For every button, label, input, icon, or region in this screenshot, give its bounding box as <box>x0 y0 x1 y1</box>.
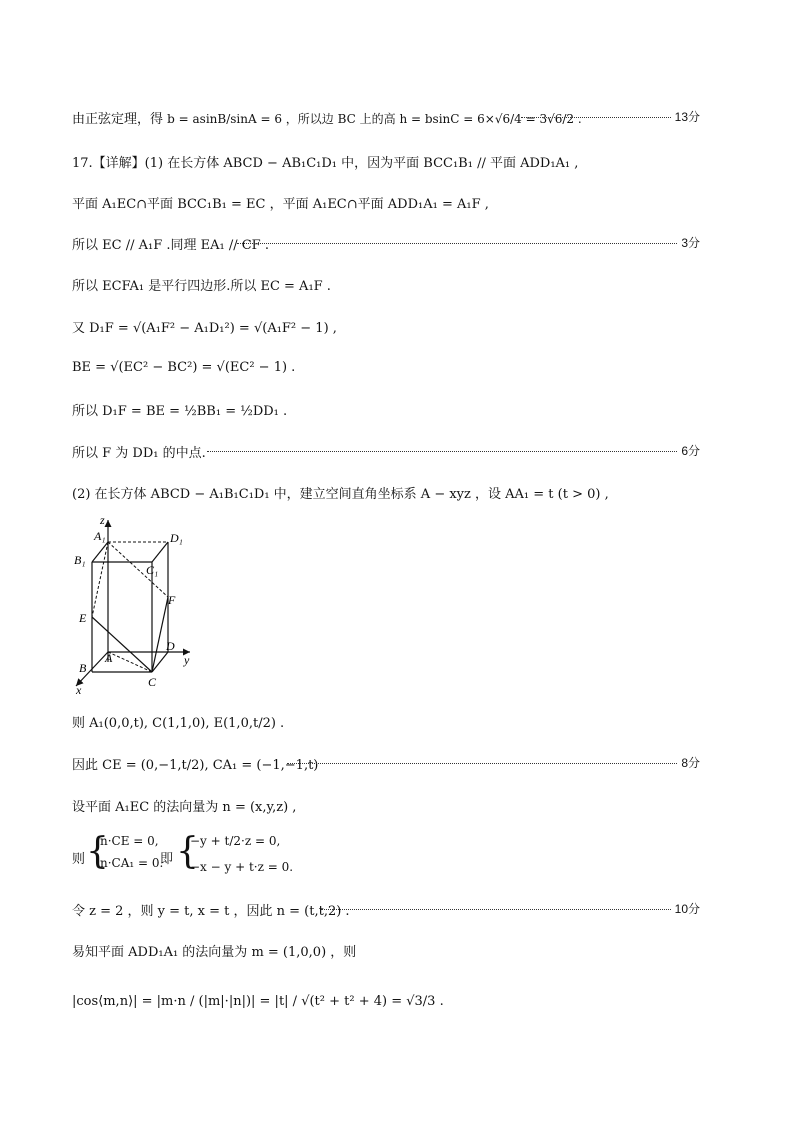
label-a1: A₁ <box>94 529 106 543</box>
label-ze: 则 <box>72 852 86 867</box>
line-midpoint: 所以 F 为 DD₁ 的中点. <box>72 446 206 461</box>
line-sine-law-formula: b = asinB/sinA = 6 ，所以边 BC 上的高 h = bsinC = 6×√6/4 = 3√6/2 . <box>167 112 582 126</box>
line-d1f-equals: 所以 D₁F = BE = ½BB₁ = ½DD₁ . <box>72 404 288 419</box>
label-ji: 即 <box>160 852 174 867</box>
eq-n-ca1: n·CA₁ = 0. <box>100 856 164 870</box>
line-parallelogram: 所以 ECFA₁ 是平行四边形.所以 EC = A₁F . <box>72 279 331 294</box>
eq-x: −x − y + t·z = 0. <box>190 860 294 874</box>
line-d1f: 又 D₁F = √(A₁F² − A₁D₁²) = √(A₁F² − 1) , <box>72 321 337 336</box>
axis-y-label: y <box>184 653 190 667</box>
line-part2: (2) 在长方体 ABCD − A₁B₁C₁D₁ 中，建立空间直角坐标系 A − xyz ，设 AA₁ = t (t > 0) , <box>72 487 609 502</box>
cuboid-figure <box>70 512 200 697</box>
label-f: F <box>168 593 176 607</box>
label-b: B <box>79 661 87 675</box>
label-d: D <box>166 639 175 653</box>
eq-y: −y + t/2·z = 0, <box>190 834 281 848</box>
score-6: 6分 <box>207 442 700 459</box>
line-17-heading: 17.【详解】(1) 在长方体 ABCD − AB₁C₁D₁ 中，因为平面 BCC₁B₁ // 平面 ADD₁A₁ , <box>72 156 579 171</box>
equation-system: 则 { n·CE = 0, n·CA₁ = 0. 即 { −y + t/2·z = 0, −x − y + t·z = 0. <box>72 831 294 874</box>
line-sine-law-text: 由正弦定理，得 <box>72 112 164 127</box>
line-vectors: 因此 CE = (0,−1,t/2), CA₁ = (−1,−1,t) <box>72 758 319 773</box>
label-a: A <box>105 651 113 665</box>
label-e: E <box>79 611 87 625</box>
label-b1: B₁ <box>74 553 86 567</box>
line-plane-intersection: 平面 A₁EC∩平面 BCC₁B₁ = EC ，平面 A₁EC∩平面 ADD₁A₁ = A₁F , <box>72 197 489 212</box>
line-be: BE = √(EC² − BC²) = √(EC² − 1) . <box>72 360 296 375</box>
line-set-z: 令 z = 2 ，则 y = t, x = t ，因此 n = (t,t,2) . <box>72 904 350 919</box>
score-8: 8分 <box>287 754 700 771</box>
eq-n-ce: n·CE = 0, <box>100 834 159 848</box>
line-plane-normal: 易知平面 ADD₁A₁ 的法向量为 m = (1,0,0) ，则 <box>72 945 357 960</box>
score-10: 10分 <box>321 900 700 917</box>
label-c1: C₁ <box>146 563 159 577</box>
score-3: 3分 <box>237 234 700 251</box>
axis-x-label: x <box>76 683 82 697</box>
line-coordinates: 则 A₁(0,0,t), C(1,1,0), E(1,0,t/2) . <box>72 716 285 731</box>
score-13: 13分 <box>521 108 700 125</box>
label-c: C <box>148 675 157 689</box>
axis-z-label: z <box>100 513 105 527</box>
line-parallel: 所以 EC // A₁F .同理 EA₁ // CF . <box>72 238 269 253</box>
line-cosine: |cos⟨m,n⟩| = |m·n / (|m|·|n|)| = |t| / √(t² + t² + 4) = √3/3 . <box>72 994 444 1009</box>
label-d1: D₁ <box>170 531 183 545</box>
line-normal-vector: 设平面 A₁EC 的法向量为 n = (x,y,z) , <box>72 800 297 815</box>
